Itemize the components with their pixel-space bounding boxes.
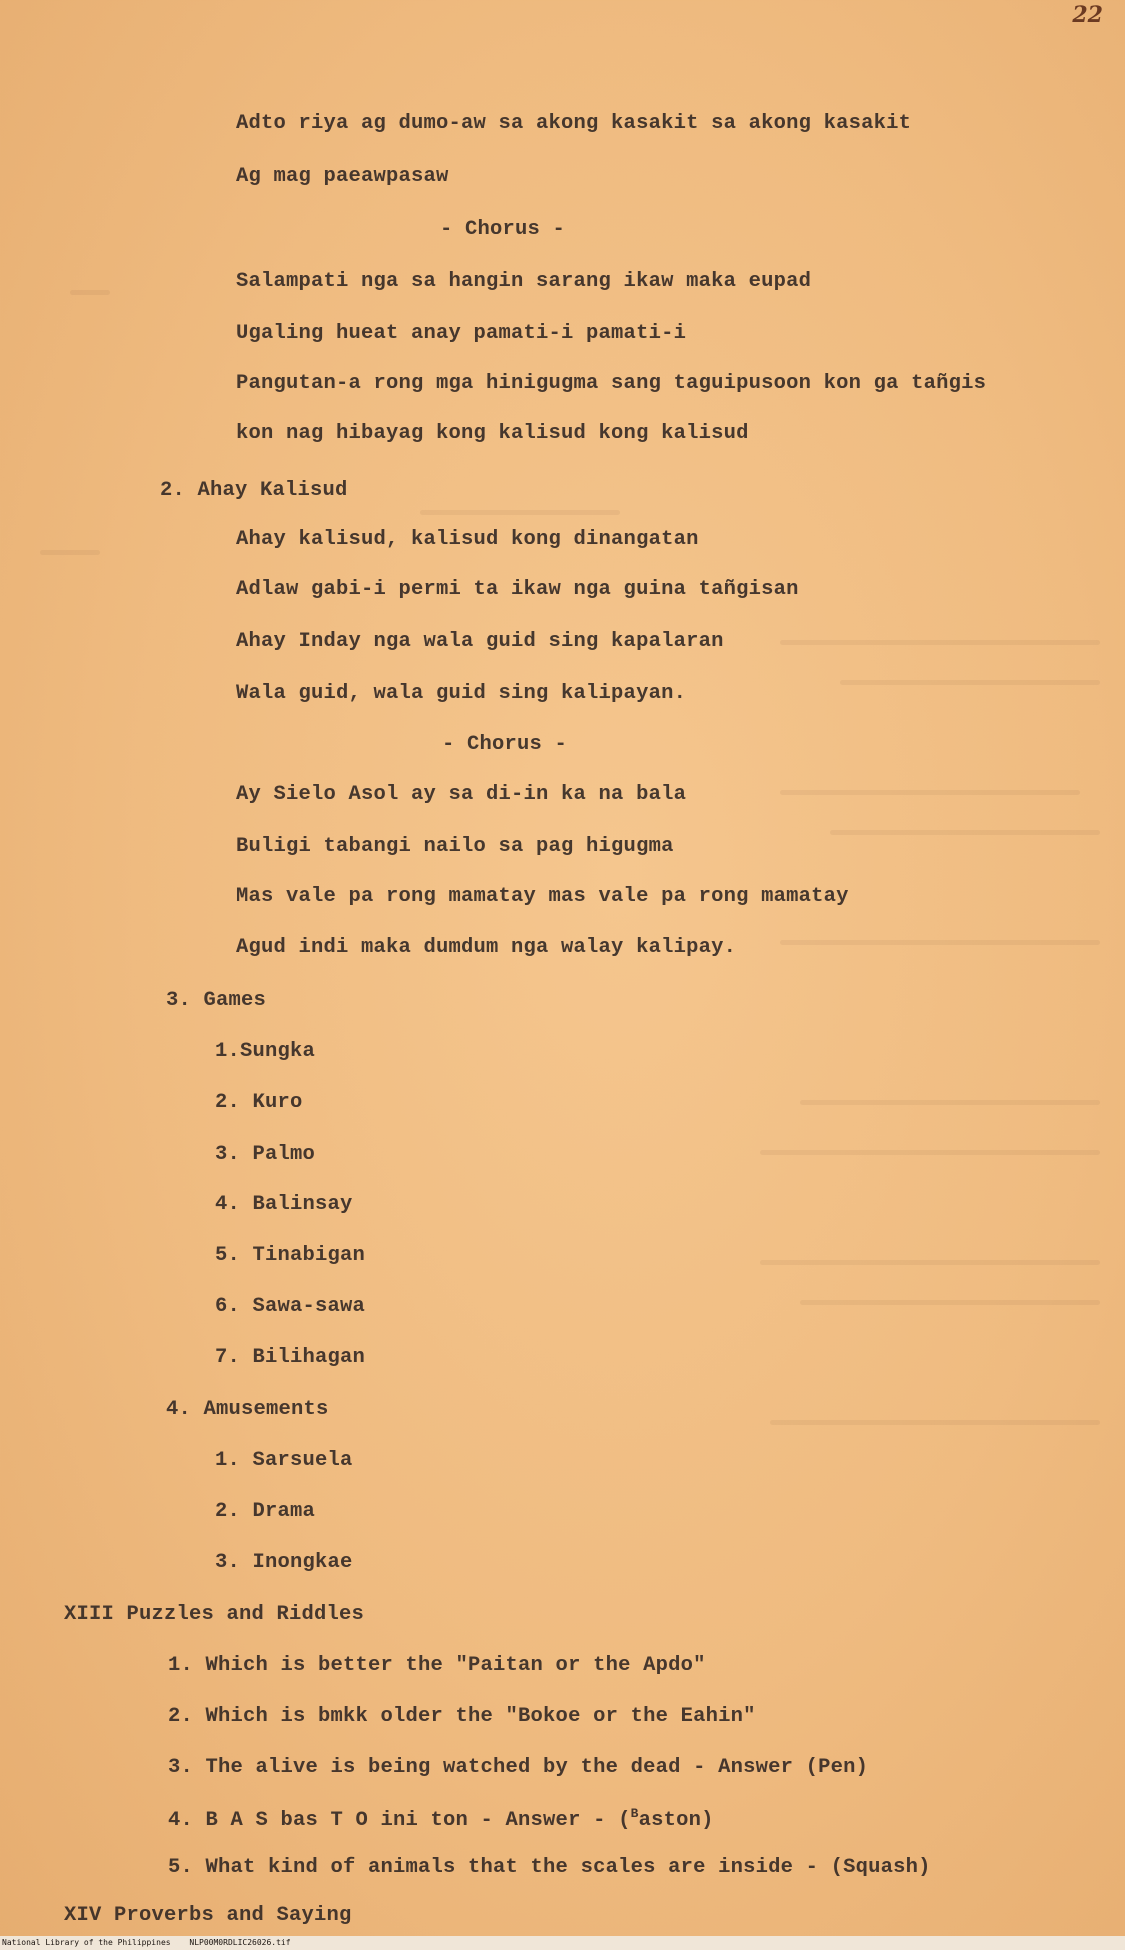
song-line: kon nag hibayag kong kalisud kong kalisud xyxy=(236,422,749,445)
song-line: Mas vale pa rong mamatay mas vale pa rong mamatay xyxy=(236,885,849,908)
list-item: 4. Balinsay xyxy=(215,1193,353,1216)
list-item: 2. Drama xyxy=(215,1500,316,1523)
riddle-item: 3. The alive is being watched by the dead - Answer (Pen) xyxy=(168,1756,869,1779)
section-heading-games: 3. Games xyxy=(166,989,267,1012)
scan-footer xyxy=(0,1936,1125,1950)
song-line: Adlaw gabi-i permi ta ikaw nga guina tañgisan xyxy=(236,578,799,601)
list-item: 6. Sawa-sawa xyxy=(215,1295,366,1318)
chorus-heading: - Chorus - xyxy=(440,218,566,241)
riddle-superscript: B xyxy=(630,1806,639,1821)
song-line: Agud indi maka dumdum nga walay kalipay. xyxy=(236,936,737,959)
list-item: 2. Kuro xyxy=(215,1091,303,1114)
riddle-tail: aston) xyxy=(638,1808,714,1832)
riddle-text: 4. B A S bas T O ini ton - Answer - ( xyxy=(168,1808,631,1832)
section-heading-proverbs: XIV Proverbs and Saying xyxy=(64,1904,352,1927)
section-heading-puzzles: XIII Puzzles and Riddles xyxy=(64,1603,365,1626)
list-item: 3. Inongkae xyxy=(215,1551,353,1574)
list-item: 1. Sarsuela xyxy=(215,1449,353,1472)
list-item: 5. Tinabigan xyxy=(215,1244,366,1267)
riddle-item xyxy=(168,1806,714,1832)
song-line: Buligi tabangi nailo sa pag higugma xyxy=(236,835,674,858)
footer-filename: NLP00M0RDLIC26026.tif xyxy=(189,1938,291,1947)
section-heading-amusements: 4. Amusements xyxy=(166,1398,329,1421)
list-item: 1.Sungka xyxy=(215,1040,316,1063)
list-item: 7. Bilihagan xyxy=(215,1346,366,1369)
list-item: 3. Palmo xyxy=(215,1143,316,1166)
song-line: Adto riya ag dumo-aw sa akong kasakit sa akong kasakit xyxy=(236,112,912,135)
song-line: Ay Sielo Asol ay sa di-in ka na bala xyxy=(236,783,687,806)
footer-library: National Library of the Philippines xyxy=(2,1938,171,1947)
riddle-item: 5. What kind of animals that the scales are inside - (Squash) xyxy=(168,1856,931,1879)
song-line: Ahay kalisud, kalisud kong dinangatan xyxy=(236,528,699,551)
song-line: Salampati nga sa hangin sarang ikaw maka eupad xyxy=(236,270,812,293)
song-title: 2. Ahay Kalisud xyxy=(160,479,348,502)
song-line: Ag mag paeawpasaw xyxy=(236,165,449,188)
riddle-item: 2. Which is bmkk older the "Bokoe or the Eahin" xyxy=(168,1705,756,1728)
chorus-heading: - Chorus - xyxy=(442,733,568,756)
page-number: 22 xyxy=(1072,2,1103,28)
song-line: Wala guid, wala guid sing kalipayan. xyxy=(236,682,687,705)
song-line: Ugaling hueat anay pamati-i pamati-i xyxy=(236,322,687,345)
riddle-item: 1. Which is better the "Paitan or the Apdo" xyxy=(168,1654,706,1677)
song-line: Ahay Inday nga wala guid sing kapalaran xyxy=(236,630,724,653)
song-line: Pangutan-a rong mga hinigugma sang taguipusoon kon ga tañgis xyxy=(236,372,987,395)
